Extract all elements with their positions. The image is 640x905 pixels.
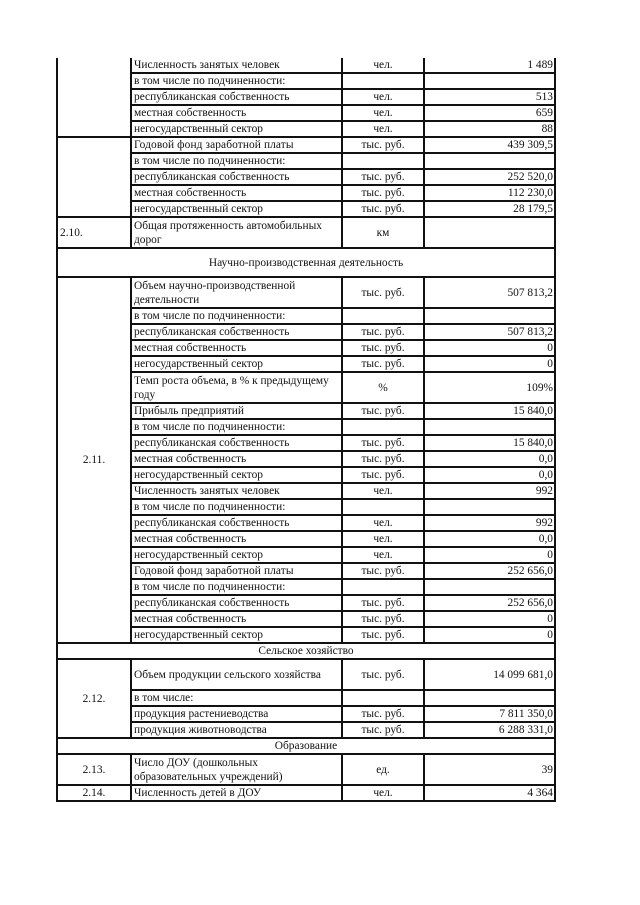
- table-row: [57, 372, 555, 403]
- table-row: [57, 467, 555, 483]
- table-row: [57, 121, 555, 137]
- value-cell: 252 656,0: [424, 563, 555, 579]
- value-cell: 659: [424, 105, 555, 121]
- table-row: [57, 356, 555, 372]
- table-row: [57, 435, 555, 451]
- table-row: [57, 217, 555, 248]
- value-cell: [424, 73, 555, 89]
- section-title: Сельское хозяйство: [57, 643, 555, 659]
- table-row: [57, 690, 555, 706]
- table-row: [57, 595, 555, 611]
- unit-cell: тыс. руб.: [342, 277, 424, 308]
- indicator-label: Темп роста объема, в % к предыдущему году: [131, 372, 342, 403]
- indicator-label: Общая протяженность автомобильных дорог: [131, 217, 342, 248]
- table-row: [57, 308, 555, 324]
- indicator-label: негосударственный сектор: [131, 467, 342, 483]
- unit-cell: [342, 419, 424, 435]
- unit-cell: чел.: [342, 105, 424, 121]
- unit-cell: ед.: [342, 754, 424, 785]
- table-row: [57, 201, 555, 217]
- unit-cell: [342, 73, 424, 89]
- indicator-label: продукция животноводства: [131, 722, 342, 738]
- indicator-label: Прибыль предприятий: [131, 403, 342, 419]
- unit-cell: [342, 579, 424, 595]
- value-cell: 507 813,2: [424, 324, 555, 340]
- unit-cell: чел.: [342, 547, 424, 563]
- indicator-label: местная собственность: [131, 105, 342, 121]
- table-row: [57, 499, 555, 515]
- value-cell: 0,0: [424, 467, 555, 483]
- table-row: [57, 403, 555, 419]
- table-row: [57, 58, 555, 73]
- indicator-label: Численность детей в ДОУ: [131, 785, 342, 801]
- value-cell: 252 656,0: [424, 595, 555, 611]
- table-row: [57, 579, 555, 595]
- table-row: [57, 785, 555, 801]
- unit-cell: тыс. руб.: [342, 627, 424, 643]
- unit-cell: чел.: [342, 89, 424, 105]
- indicator-label: Численность занятых человек: [131, 483, 342, 499]
- unit-cell: тыс. руб.: [342, 435, 424, 451]
- item-number-cell: 2.12.: [57, 659, 131, 738]
- indicator-label: Годовой фонд заработной платы: [131, 137, 342, 153]
- table-row: [57, 169, 555, 185]
- unit-cell: тыс. руб.: [342, 403, 424, 419]
- value-cell: 992: [424, 483, 555, 499]
- value-cell: 88: [424, 121, 555, 137]
- table-row: [57, 722, 555, 738]
- unit-cell: тыс. руб.: [342, 185, 424, 201]
- value-cell: 1 489: [424, 58, 555, 73]
- table-row: [57, 89, 555, 105]
- value-cell: 513: [424, 89, 555, 105]
- indicator-label: местная собственность: [131, 611, 342, 627]
- indicator-label: негосударственный сектор: [131, 547, 342, 563]
- table-row: [57, 153, 555, 169]
- unit-cell: тыс. руб.: [342, 340, 424, 356]
- document-page: [56, 58, 554, 802]
- value-cell: [424, 217, 555, 248]
- value-cell: 252 520,0: [424, 169, 555, 185]
- unit-cell: [342, 308, 424, 324]
- value-cell: 109%: [424, 372, 555, 403]
- unit-cell: тыс. руб.: [342, 324, 424, 340]
- indicator-label: в том числе по подчиненности:: [131, 579, 342, 595]
- table-row: [57, 185, 555, 201]
- unit-cell: тыс. руб.: [342, 706, 424, 722]
- indicator-label: республиканская собственность: [131, 324, 342, 340]
- indicator-label: республиканская собственность: [131, 169, 342, 185]
- unit-cell: %: [342, 372, 424, 403]
- value-cell: 7 811 350,0: [424, 706, 555, 722]
- unit-cell: тыс. руб.: [342, 137, 424, 153]
- item-number-cell: 2.13.: [57, 754, 131, 785]
- indicator-label: негосударственный сектор: [131, 356, 342, 372]
- section-header-row: [57, 738, 555, 754]
- value-cell: 0: [424, 340, 555, 356]
- indicator-label: местная собственность: [131, 185, 342, 201]
- value-cell: [424, 308, 555, 324]
- unit-cell: тыс. руб.: [342, 356, 424, 372]
- indicator-label: местная собственность: [131, 531, 342, 547]
- table-row: [57, 547, 555, 563]
- item-number-cell: 2.10.: [57, 217, 131, 248]
- table-row: [57, 659, 555, 690]
- item-number-cell: 2.14.: [57, 785, 131, 801]
- unit-cell: тыс. руб.: [342, 659, 424, 690]
- table-row: [57, 754, 555, 785]
- section-header-row: [57, 643, 555, 659]
- indicator-label: негосударственный сектор: [131, 201, 342, 217]
- unit-cell: км: [342, 217, 424, 248]
- value-cell: 15 840,0: [424, 435, 555, 451]
- indicator-label: республиканская собственность: [131, 595, 342, 611]
- unit-cell: чел.: [342, 515, 424, 531]
- value-cell: 28 179,5: [424, 201, 555, 217]
- unit-cell: тыс. руб.: [342, 563, 424, 579]
- indicator-label: в том числе по подчиненности:: [131, 308, 342, 324]
- value-cell: 0: [424, 627, 555, 643]
- section-title: Научно-производственная деятельность: [57, 248, 555, 277]
- indicator-label: в том числе по подчиненности:: [131, 153, 342, 169]
- value-cell: 0: [424, 547, 555, 563]
- item-number-cell: [57, 58, 131, 137]
- table-row: [57, 563, 555, 579]
- unit-cell: тыс. руб.: [342, 611, 424, 627]
- value-cell: [424, 153, 555, 169]
- indicator-label: местная собственность: [131, 340, 342, 356]
- item-number-cell: [57, 137, 131, 217]
- value-cell: 4 364: [424, 785, 555, 801]
- unit-cell: чел.: [342, 531, 424, 547]
- value-cell: [424, 579, 555, 595]
- table-row: [57, 627, 555, 643]
- value-cell: 439 309,5: [424, 137, 555, 153]
- table-row: [57, 105, 555, 121]
- table-row: [57, 611, 555, 627]
- value-cell: 0: [424, 611, 555, 627]
- table-row: [57, 340, 555, 356]
- indicator-label: Число ДОУ (дошкольных образовательных учреждений): [131, 754, 342, 785]
- indicator-label: негосударственный сектор: [131, 627, 342, 643]
- item-number-cell: 2.11.: [57, 277, 131, 643]
- section-header-row: [57, 248, 555, 277]
- value-cell: 112 230,0: [424, 185, 555, 201]
- unit-cell: чел.: [342, 121, 424, 137]
- value-cell: 6 288 331,0: [424, 722, 555, 738]
- value-cell: 0,0: [424, 531, 555, 547]
- indicator-label: местная собственность: [131, 451, 342, 467]
- table-row: [57, 73, 555, 89]
- value-cell: 15 840,0: [424, 403, 555, 419]
- unit-cell: чел.: [342, 483, 424, 499]
- indicator-label: Объем научно-производственной деятельности: [131, 277, 342, 308]
- indicator-label: республиканская собственность: [131, 515, 342, 531]
- unit-cell: чел.: [342, 785, 424, 801]
- table-row: [57, 324, 555, 340]
- value-cell: [424, 690, 555, 706]
- unit-cell: тыс. руб.: [342, 169, 424, 185]
- value-cell: 14 099 681,0: [424, 659, 555, 690]
- indicator-label: в том числе по подчиненности:: [131, 73, 342, 89]
- unit-cell: тыс. руб.: [342, 451, 424, 467]
- unit-cell: тыс. руб.: [342, 722, 424, 738]
- unit-cell: тыс. руб.: [342, 201, 424, 217]
- indicator-label: в том числе по подчиненности:: [131, 419, 342, 435]
- table-row: [57, 483, 555, 499]
- indicator-label: в том числе по подчиненности:: [131, 499, 342, 515]
- value-cell: [424, 419, 555, 435]
- indicator-label: в том числе:: [131, 690, 342, 706]
- indicator-label: продукция растениеводства: [131, 706, 342, 722]
- value-cell: [424, 499, 555, 515]
- indicator-label: республиканская собственность: [131, 89, 342, 105]
- indicator-label: Численность занятых человек: [131, 58, 342, 73]
- value-cell: 0,0: [424, 451, 555, 467]
- indicator-label: республиканская собственность: [131, 435, 342, 451]
- table-row: [57, 531, 555, 547]
- value-cell: 39: [424, 754, 555, 785]
- value-cell: 507 813,2: [424, 277, 555, 308]
- unit-cell: тыс. руб.: [342, 595, 424, 611]
- unit-cell: [342, 153, 424, 169]
- value-cell: 0: [424, 356, 555, 372]
- table-row: [57, 706, 555, 722]
- table-row: [57, 137, 555, 153]
- value-cell: 992: [424, 515, 555, 531]
- indicator-label: негосударственный сектор: [131, 121, 342, 137]
- section-title: Образование: [57, 738, 555, 754]
- indicator-label: Годовой фонд заработной платы: [131, 563, 342, 579]
- table-row: [57, 277, 555, 308]
- table-row: [57, 419, 555, 435]
- unit-cell: [342, 690, 424, 706]
- unit-cell: [342, 499, 424, 515]
- unit-cell: чел.: [342, 58, 424, 73]
- table-row: [57, 451, 555, 467]
- unit-cell: тыс. руб.: [342, 467, 424, 483]
- table-row: [57, 515, 555, 531]
- indicator-label: Объем продукции сельского хозяйства: [131, 659, 342, 690]
- statistics-table: [56, 58, 556, 802]
